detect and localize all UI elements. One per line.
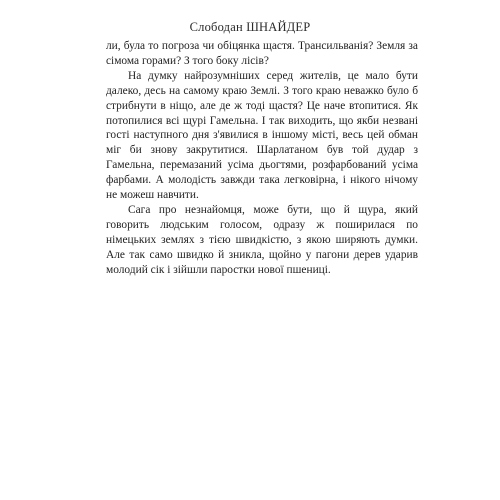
paragraph-continuation: ли, була то погроза чи обіцянка щастя. Трансильванія? Земля за сімома горами? З того боку лісів? [106, 40, 418, 67]
body-text [106, 39, 418, 278]
paragraph: На думку найрозумніших серед жителів, це мало бути далеко, десь на самому краю Землі. З того краю неважко було б стрибнути в ніщо, але де ж тоді щастя? Це наче втопитися. Як потопилися всі щурі Гамельна. І так виходить, що якби незвані гості наступного дня з'явилися в іншому місті, весь цей обман міг би знову закрутитися. Шарлатаном був той дудар з Гамельна, перемазаний усіма дьогтями, розфарбований усіма фарбами. А молодість завжди така легковірна, і нікого нічому не можеш навчити. [106, 69, 418, 202]
running-head: Слободан ШНАЙДЕР [189, 20, 311, 34]
paragraph: Сага про незнайомця, може бути, що й щура, який говорить людським голосом, одразу ж поширилася по німецьких землях з тією швидкістю, з якою ширяють думки. Але так само швидко й зникла, щойно у пагони дерев ударив молодий сік і зійшли паростки нової пшениці. [106, 203, 418, 276]
